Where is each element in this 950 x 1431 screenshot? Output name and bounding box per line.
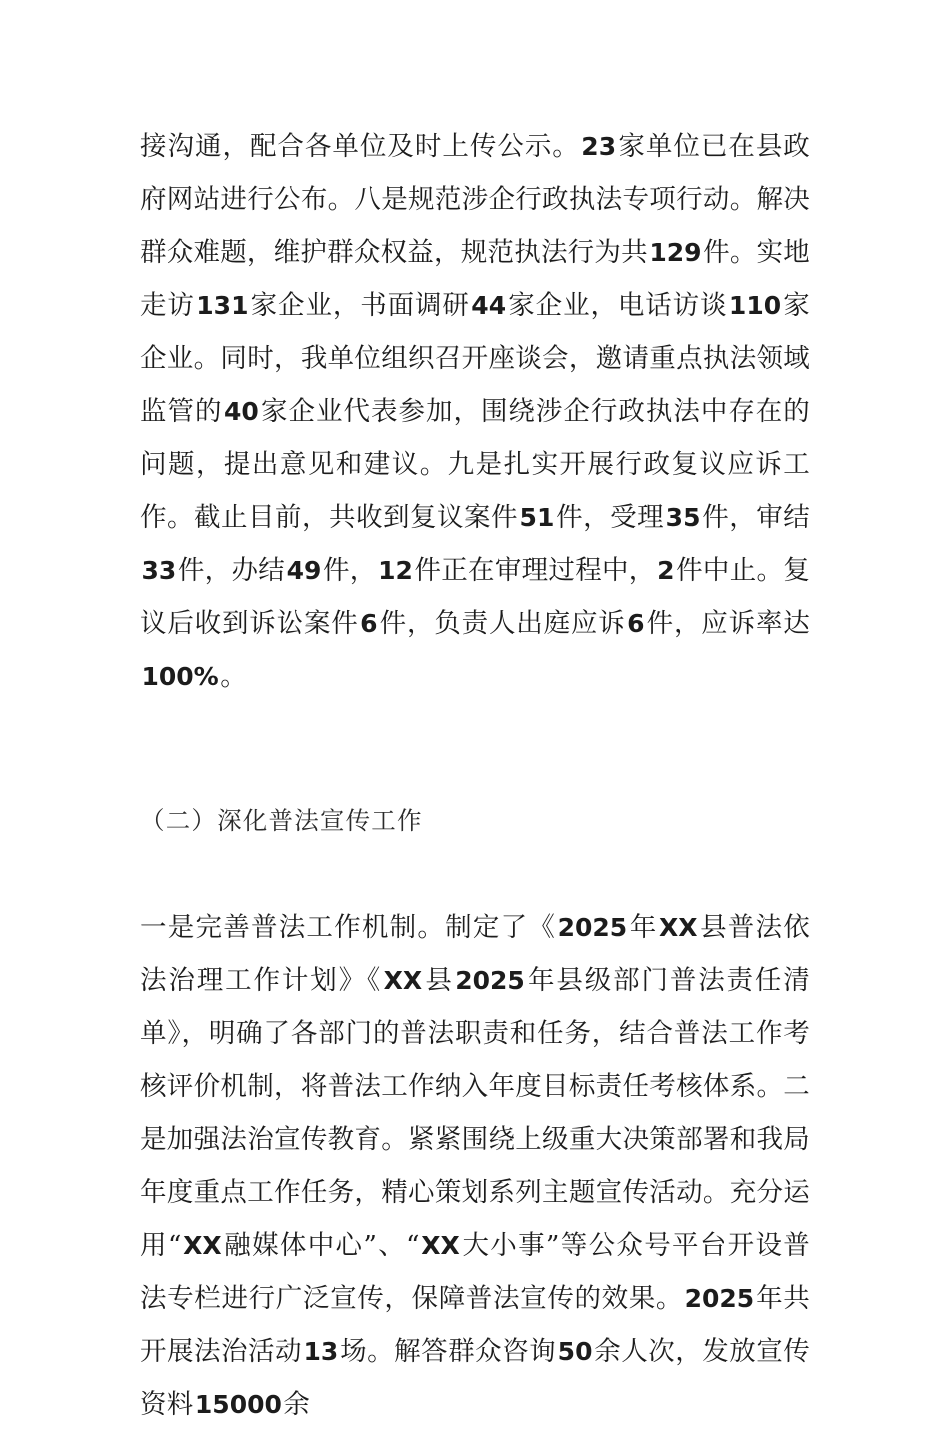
latin-token: XX (421, 1231, 460, 1260)
numeral-token: 2025 (684, 1284, 755, 1313)
numeral-token: 23 (581, 132, 617, 161)
numeral-token: 2025 (455, 966, 525, 995)
section-heading-two: （二）深化普法宣传工作 (140, 806, 423, 835)
numeral-token: 12 (378, 556, 413, 585)
numeral-token: 2025 (557, 913, 628, 942)
numeral-token: 6 (360, 609, 378, 638)
numeral-token: 129 (649, 238, 702, 267)
latin-token: XX (183, 1231, 222, 1260)
latin-token: XX (658, 913, 698, 942)
numeral-token: 33 (141, 556, 177, 585)
numeral-token: 6 (627, 609, 645, 638)
body-paragraph-legal-publicity: 一是完善普法工作机制。制定了《2025年XX县普法依法治理工作计划》《XX县2025年县级部门普法责任清单》，明确了各部门的普法职责和任务，结合普法工作考核评价机制，将普法工作纳入年度目标责任考核体系。二是加强法治宣传教育。紧紧围绕上级重大决策部署和我局年度重点工作任务，精心策划系列主题宣传活动。充分运用“XX融媒体中心”、“XX大小事”等公众号平台开设普法专栏进行广泛宣传，保障普法宣传的效果。2025年共开展法治活动13场。解答群众咨询50余人次，发放宣传资料15000余 (140, 912, 811, 1420)
numeral-token: 50 (557, 1337, 593, 1366)
numeral-token: 40 (223, 397, 259, 426)
numeral-token: 110 (728, 291, 782, 320)
body-paragraph-continuation: 接沟通，配合各单位及时上传公示。23家单位已在县政府网站进行公布。八是规范涉企行政执法专项行动。解决群众难题，维护群众权益，规范执法行为共129件。实地走访131家企业，书面调研44家企业，电话访谈110家企业。同时，我单位组织召开座谈会，邀请重点执法领域监管的40家企业代表参加，围绕涉企行政执法中存在的问题，提出意见和建议。九是扎实开展行政复议应诉工作。截止目前，共收到复议案件51件，受理35件，审结33件，办结49件，12件正在审理过程中，2件中止。复议后收到诉讼案件6件，负责人出庭应诉6件，应诉率达100%。 (140, 131, 811, 692)
latin-token: XX (383, 966, 423, 995)
numeral-token: 2 (657, 556, 675, 585)
numeral-token: 51 (519, 503, 555, 532)
heading-bottom-spacer (140, 841, 810, 901)
numeral-token: 15000 (194, 1390, 282, 1419)
numeral-token: 100% (141, 662, 219, 691)
heading-top-spacer (140, 703, 810, 801)
numeral-token: 49 (286, 556, 322, 585)
numeral-token: 35 (665, 503, 701, 532)
numeral-token: 131 (196, 291, 249, 320)
page-content-area (140, 120, 810, 1431)
numeral-token: 44 (471, 291, 507, 320)
numeral-token: 13 (303, 1337, 339, 1366)
